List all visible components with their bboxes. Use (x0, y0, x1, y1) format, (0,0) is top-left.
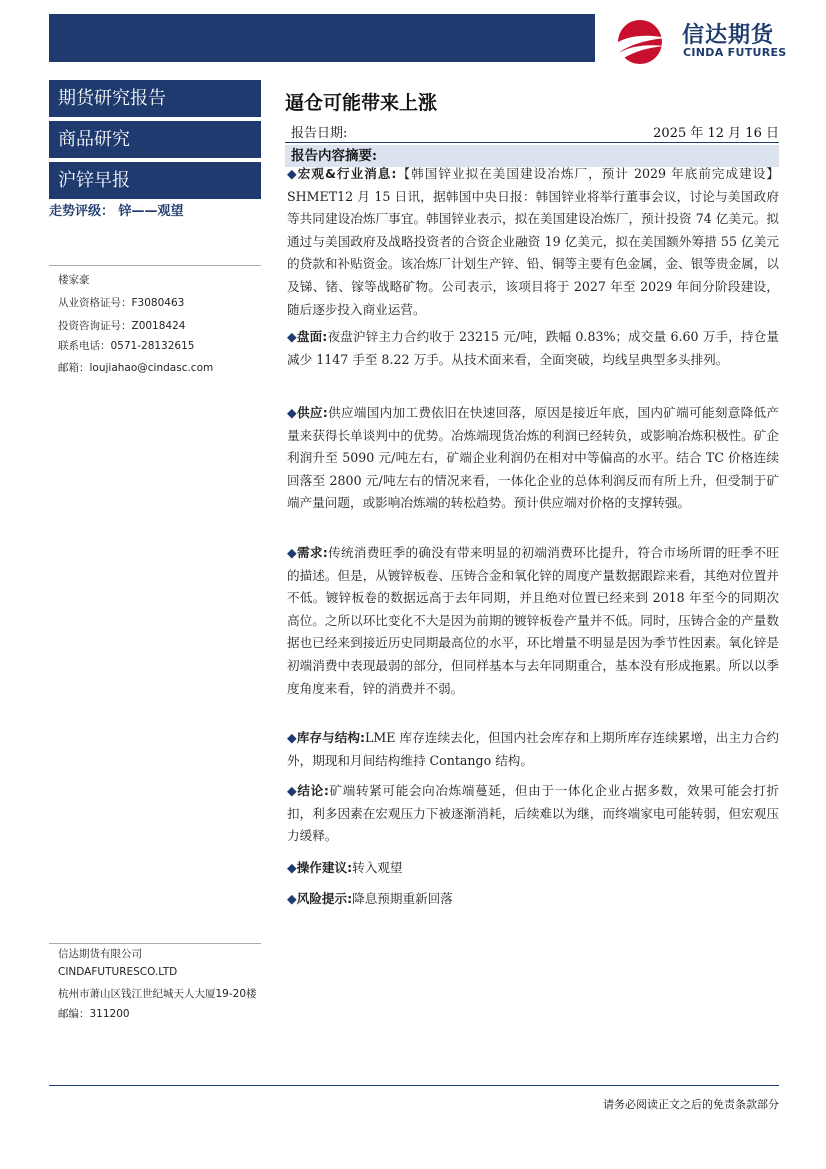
bullet-icon: ◆ (287, 329, 297, 344)
paragraph-body: 供应端国内加工费依旧在快速回落，原因是接近年底，国内矿端可能刻意降低产量来获得长单谈判中的优势。冶炼端现货冶炼的利润已经转负，或影响冶炼积极性。矿企利润升至 5090 元/吨左右，矿端企业利润仍在相对中等偏高的水平。结合 TC 价格连续回落至 2800 元/吨左右的情况来看，一体化企业的总体利润反而有所上升，但受制于矿端产量问题，或影响冶炼端的转松趋势。预计供应端对价格的支撑转强。 (287, 405, 779, 511)
header-bar (49, 14, 595, 62)
paragraph-market (287, 326, 779, 371)
bullet-icon: ◆ (287, 166, 298, 181)
paragraph-lead: 风险提示: (296, 891, 353, 906)
cinda-futures-logo (606, 16, 796, 64)
company-divider (49, 943, 261, 944)
sidebar-box-category: 商品研究 (49, 121, 261, 158)
paragraph-body: 夜盘沪锌主力合约收于 23215 元/吨，跌幅 0.83%；成交量 6.60 万手，持仓量减少 1147 手至 8.22 万手。从技术面来看，全面突破，均线呈典型多头排列。 (287, 329, 779, 367)
analyst-name: 楼家豪 (58, 274, 90, 286)
paragraph-lead: 宏观&行业消息: (297, 166, 397, 181)
bullet-icon: ◆ (287, 730, 297, 745)
paragraph-demand (287, 542, 779, 700)
bullet-icon: ◆ (287, 783, 298, 798)
logo-name-en: CINDA FUTURES (683, 46, 787, 59)
company-postcode: 邮编：311200 (58, 1008, 130, 1020)
paragraph-lead: 操作建议: (296, 860, 353, 875)
footer-divider (49, 1085, 779, 1086)
report-date-label: 报告日期: (291, 126, 348, 141)
paragraph-advice (287, 857, 779, 880)
paragraph-lead: 需求: (296, 545, 328, 560)
report-title: 逼仓可能带来上涨 (285, 92, 438, 114)
analyst-email: 邮箱：loujiahao@cindasc.com (58, 362, 214, 374)
paragraph-macro (287, 163, 779, 321)
paragraph-lead: 供应: (296, 405, 328, 420)
bullet-icon: ◆ (287, 545, 297, 560)
analyst-phone: 联系电话：0571-28132615 (58, 340, 195, 352)
sidebar-box-report-type: 期货研究报告 (49, 80, 261, 117)
trend-rating: 走势评级： 锌——观望 (49, 204, 184, 219)
company-name-cn: 信达期货有限公司 (58, 948, 142, 960)
paragraph-body: 降息预期重新回落 (352, 891, 453, 906)
logo-name-cn: 信达期货 (682, 23, 775, 48)
bullet-icon: ◆ (287, 891, 297, 906)
report-date-value: 2025 年 12 月 16 日 (653, 126, 779, 141)
analyst-consult-license: 投资咨询证号：Z0018424 (58, 320, 186, 332)
company-address: 杭州市萧山区钱江世纪城天人大厦19-20楼 (58, 988, 257, 1000)
paragraph-conclusion (287, 780, 779, 848)
paragraph-body: 【韩国锌业拟在美国建设冶炼厂，预计 2029 年底前完成建设】SHMET12 月 15 日讯，据韩国中央日报：韩国锌业将举行董事会议，讨论与美国政府等共同建设冶炼厂事宜。韩国锌业表示，拟在美国建设冶炼厂，预计投资 74 亿美元。拟通过与美国政府及战略投资者的合资企业融资 19 亿美元，拟在美国额外筹措 55 亿美元的贷款和补贴资金。该冶炼厂计划生产锌、铅、铜等主要有色金属，金、银等贵金属，以及锑、锗、镓等战略矿物。公司表示，该项目将于 2027 年至 2029 年间分阶段建设，随后逐步投入商业运营。 (287, 166, 779, 317)
paragraph-lead: 盘面: (296, 329, 328, 344)
summary-heading: 报告内容摘要: (285, 145, 779, 167)
paragraph-body: 传统消费旺季的确没有带来明显的初端消费环比提升，符合市场所谓的旺季不旺的描述。但是，从镀锌板卷、压铸合金和氧化锌的周度产量数据跟踪来看，其绝对位置并不低。镀锌板卷的数据远高于去年同期，并且绝对位置已经来到 2018 年至今的同期次高位。之所以环比变化不大是因为前期的镀锌板卷产量并不低。同时，压铸合金的产量数据也已经来到接近历史同期最高位的水平，环比增量不明显是因为季节性因素。氧化锌是初端消费中表现最弱的部分，但同样基本与去年同期重合，基本没有形成拖累。所以以季度角度来看，锌的消费并不弱。 (287, 545, 779, 696)
paragraph-lead: 库存与结构: (296, 730, 366, 745)
paragraph-inventory (287, 727, 779, 772)
date-divider (285, 142, 779, 143)
logo-emblem-icon (606, 16, 670, 64)
paragraph-risk (287, 888, 779, 911)
company-name-en: CINDAFUTURESCO.LTD (58, 966, 178, 978)
paragraph-body: LME 库存连续去化，但国内社会库存和上期所库存连续累增，出主力合约外，期现和月间结构维持 Contango 结构。 (287, 730, 779, 768)
analyst-divider (49, 265, 261, 266)
paragraph-lead: 结论: (297, 783, 329, 798)
paragraph-body: 矿端转紧可能会向冶炼端蔓延，但由于一体化企业占据多数，效果可能会打折扣，利多因素在宏观压力下被逐渐消耗，后续难以为继，而终端家电可能转弱，但宏观压力缓释。 (287, 783, 780, 844)
analyst-license: 从业资格证号：F3080463 (58, 297, 185, 309)
paragraph-body: 转入观望 (352, 860, 403, 875)
sidebar-box-product: 沪锌早报 (49, 162, 261, 199)
paragraph-supply (287, 402, 779, 515)
bullet-icon: ◆ (287, 860, 297, 875)
bullet-icon: ◆ (287, 405, 297, 420)
footer-disclaimer: 请务必阅读正文之后的免责条款部分 (603, 1098, 779, 1111)
